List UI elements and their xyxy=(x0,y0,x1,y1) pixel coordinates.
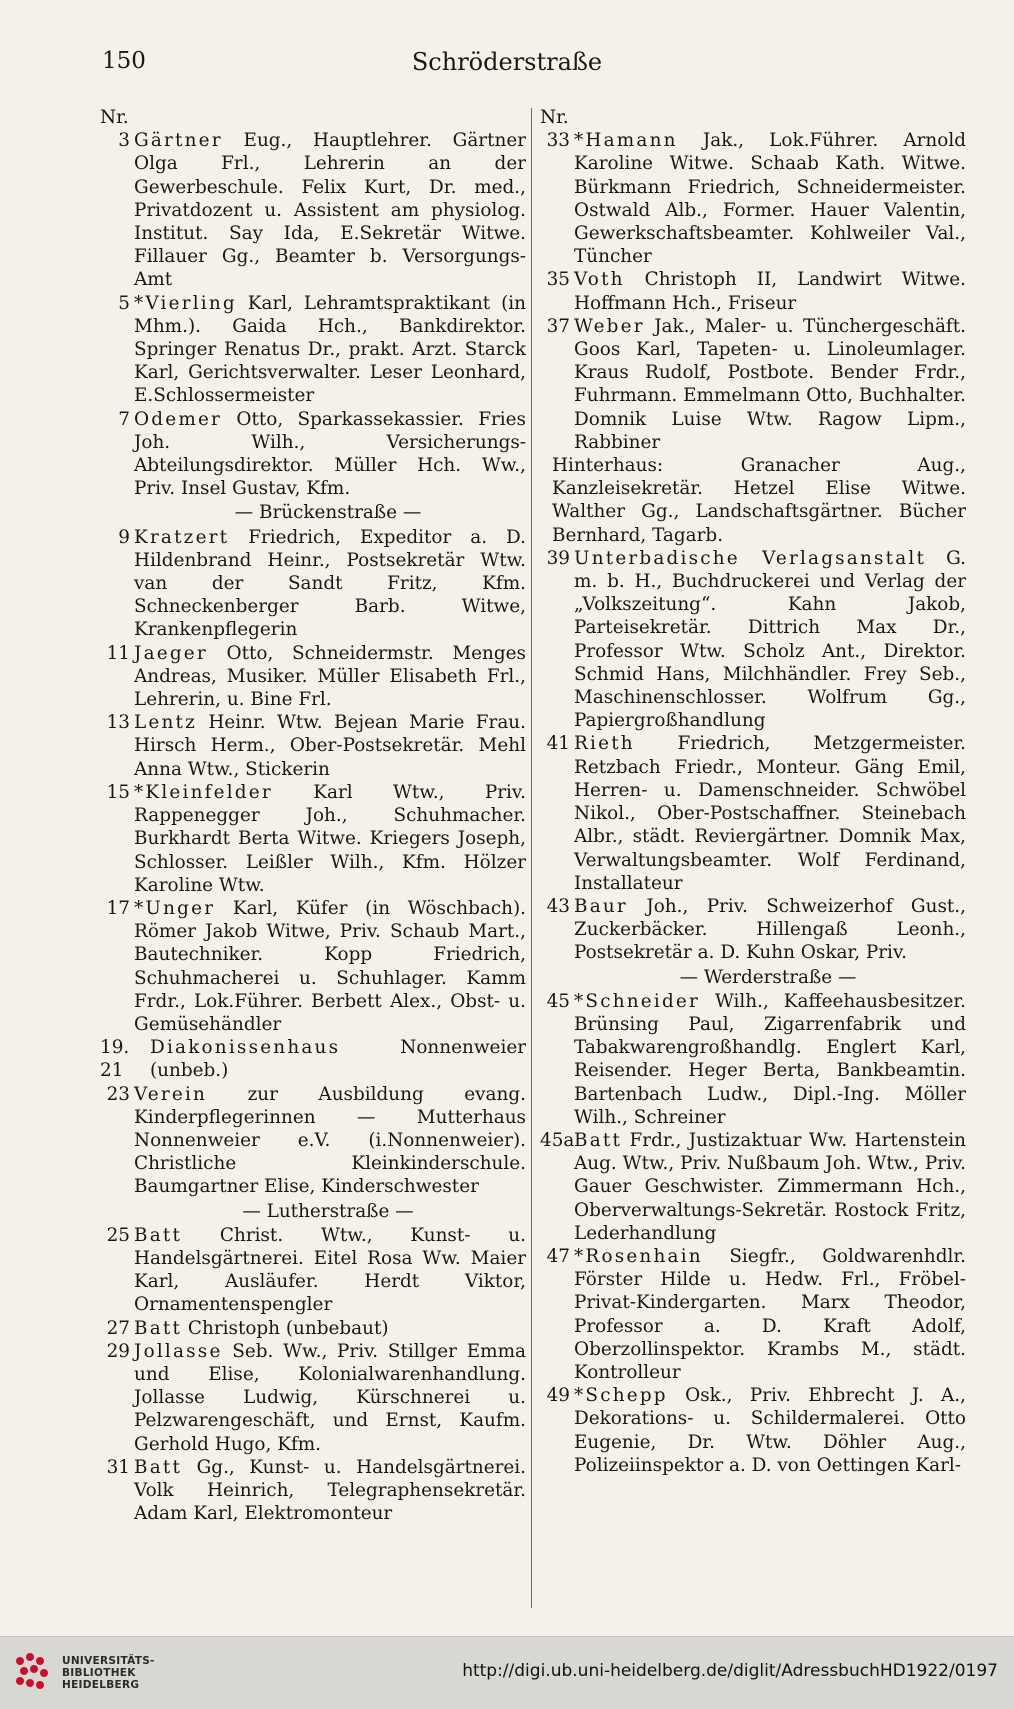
entry-lead-name: *Hamann xyxy=(574,130,678,152)
library-name-line: BIBLIOTHEK xyxy=(62,1667,136,1679)
house-number: 47 xyxy=(546,1245,570,1267)
house-number: 29 xyxy=(106,1340,130,1362)
entry-lead-name: *Rosenhain xyxy=(574,1245,703,1267)
entry-lead-name: Batt xyxy=(134,1317,183,1339)
house-entry xyxy=(540,990,966,1129)
house-number: 39 xyxy=(546,547,570,569)
house-number: 45a xyxy=(540,1129,575,1151)
house-number: 49 xyxy=(546,1385,570,1407)
house-number: 7 xyxy=(118,408,130,430)
house-number: 37 xyxy=(546,315,570,337)
entry-lead-name: Baur xyxy=(574,895,628,917)
entry-text: Karl Wtw., Priv. Rappenegger Joh., Schuhmacher. Burkhardt Berta Witwe. Kriegers Joseph, Schlosser. Leißler Wilh., Kfm. Hölzer Karoline Wtw. xyxy=(134,781,526,896)
entry-lead-name: Batt xyxy=(574,1129,623,1151)
house-entry xyxy=(540,1129,966,1245)
house-number: 43 xyxy=(546,895,570,917)
entry-lead-name: Voth xyxy=(574,269,625,291)
house-number: 15 xyxy=(106,781,130,803)
entry-lead-name: Diakonissenhaus xyxy=(150,1037,341,1059)
entry-text: Gg., Kunst- u. Handelsgärtnerei. Volk Heinrich, Telegraphensekretär. Adam Karl, Elektromonteur xyxy=(134,1456,526,1525)
right-column-blocks xyxy=(540,129,966,1477)
house-entry xyxy=(100,1317,526,1340)
house-entry xyxy=(100,711,526,781)
house-entry xyxy=(100,292,526,408)
entry-lead-name: Jollasse xyxy=(134,1340,223,1362)
page-number: 150 xyxy=(102,48,146,74)
house-number: 41 xyxy=(546,733,570,755)
house-entry xyxy=(540,1245,966,1384)
house-number: 35 xyxy=(546,269,570,291)
house-entry xyxy=(540,268,966,314)
permalink-url[interactable]: http://digi.ub.uni-heidelberg.de/diglit/AdressbuchHD1922/0197 xyxy=(462,1661,998,1681)
house-number: 45 xyxy=(546,990,570,1012)
entry-text: Karl, Küfer (in Wöschbach). Römer Jakob Witwe, Priv. Schaub Mart., Bautechniker. Kopp Friedrich, Schuhmacherei u. Schuhlager. Kamm Frdr., Lok.Führer. Berbett Alex., Obst- u. Gemüsehändler xyxy=(134,897,526,1035)
cross-street-heading: — Lutherstraße — xyxy=(242,1200,414,1222)
house-number: 5 xyxy=(118,292,130,314)
library-name-line: UNIVERSITÄTS- xyxy=(62,1655,155,1667)
left-column-blocks xyxy=(100,129,526,1525)
column-divider xyxy=(531,108,532,1608)
house-number: 9 xyxy=(118,526,130,548)
entry-text: Friedrich, Metzgermeister. Retzbach Friedr., Monteur. Gäng Emil, Herren- u. Damenschneider. Schwöbel Nikol., Ober-Postschaffner. Steinebach Albr., städt. Reviergärtner. Domnik Max, Verwaltungsbeamter. Wolf Ferdinand, Installateur xyxy=(574,733,966,894)
entry-text: Joh., Priv. Schweizerhof Gust., Zuckerbäcker. Hillengaß Leonh., Postsekretär a. D. Kuhn Oskar, Priv. xyxy=(574,895,966,964)
house-entry xyxy=(100,1224,526,1317)
house-number: 33 xyxy=(546,130,570,152)
house-number: 17 xyxy=(106,897,130,919)
entry-text: Osk., Priv. Ehbrecht J. A., Dekorations- u. Schildermalerei. Otto Eugenie, Dr. Wtw. Döhler Aug., Polizeiinspektor a. D. von Oettingen Karl- xyxy=(574,1385,966,1476)
house-entry xyxy=(100,642,526,712)
entry-text: Otto, Sparkassekassier. Fries Joh. Wilh., Versicherungs-Abteilungsdirektor. Müller Hch. Ww., Priv. Insel Gustav, Kfm. xyxy=(134,408,526,500)
entry-lead-name: Jaeger xyxy=(134,642,208,664)
house-number: 11 xyxy=(106,642,130,664)
house-entry xyxy=(100,1340,526,1456)
library-name-line: HEIDELBERG xyxy=(62,1679,140,1691)
entry-text: Seb. Ww., Priv. Stillger Emma und Elise, Kolonialwarenhandlung. Jollasse Ludwig, Kürschnerei u. Pelzwarengeschäft, und Ernst, Kaufm. Gerhold Hugo, Kfm. xyxy=(134,1340,526,1455)
entry-lead-name: Batt xyxy=(134,1224,183,1246)
house-number: 27 xyxy=(106,1317,130,1339)
entry-text: Jak., Lok.Führer. Arnold Karoline Witwe. Schaab Kath. Witwe. Bürkmann Friedrich, Schneidermeister. Ostwald Alb., Former. Hauer Valentin, Gewerkschaftsbeamter. Kohlweiler Val., Tüncher xyxy=(574,130,966,268)
cross-street-heading: — Brückenstraße — xyxy=(234,502,422,524)
entry-lead-name: Lentz xyxy=(134,712,198,734)
house-number: 13 xyxy=(106,712,130,734)
entry-text: Christ. Wtw., Kunst- u. Handelsgärtnerei. Eitel Rosa Ww. Maier Karl, Ausläufer. Herdt Viktor, Ornamentenspengler xyxy=(134,1224,526,1316)
entry-text: Christoph II, Landwirt Witwe. Hoffmann Hch., Friseur xyxy=(574,269,966,314)
house-entry xyxy=(100,1456,526,1526)
entry-text: Nonnenweier (unbeb.) xyxy=(150,1037,526,1082)
house-entry xyxy=(100,129,526,291)
entry-text: Jak., Maler- u. Tünchergeschäft. Goos Karl, Tapeten- u. Linoleumlager. Kraus Rudolf, Postbote. Bender Frdr., Fuhrmann. Emmelmann Otto, Buchhalter. Domnik Luise Wtw. Ragow Lipm., Rabbiner xyxy=(574,315,966,453)
entry-text: Otto, Schneidermstr. Menges Andreas, Musiker. Müller Elisabeth Frl., Lehrerin, u. Bine Frl. xyxy=(134,642,526,711)
house-number: 3 xyxy=(118,130,130,152)
house-entry xyxy=(540,1384,966,1477)
rear-building-entry: Hinterhaus: Granacher Aug., Kanzleisekretär. Hetzel Elise Witwe. Walther Gg., Landschaftsgärtner. Bücher Bernhard, Tagarb. xyxy=(552,455,966,546)
house-entry xyxy=(100,897,526,1036)
entry-text: Wilh., Kaffeehausbesitzer. Brünsing Paul, Zigarrenfabrik und Tabakwarengroßhandlg. Englert Karl, Reisender. Heger Berta, Bankbeamtin. Bartenbach Ludw., Dipl.-Ing. Möller Wilh., Schreiner xyxy=(574,990,966,1128)
house-entry xyxy=(100,781,526,897)
entry-text: Frdr., Justizaktuar Ww. Hartenstein Aug. Wtw., Priv. Nußbaum Joh. Wtw., Priv. Gauer Geschwister. Zimmermann Hch., Oberverwaltungs-Sekretär. Rostock Fritz, Lederhandlung xyxy=(574,1129,966,1244)
house-entry xyxy=(100,408,526,501)
entry-lead-name: *Schepp xyxy=(574,1385,668,1407)
entry-text: Karl, Lehramtspraktikant (in Mhm.). Gaida Hch., Bankdirektor. Springer Renatus Dr., prakt. Arzt. Starck Karl, Gerichtsverwalter. Leser Leonhard, E.Schlossermeister xyxy=(134,292,526,407)
house-entry xyxy=(540,547,966,733)
house-entry xyxy=(100,1083,526,1199)
digitization-footer xyxy=(0,1636,1014,1709)
entry-lead-name: Unterbadische Verlagsanstalt xyxy=(574,547,927,569)
house-entry xyxy=(100,526,526,642)
right-column xyxy=(540,106,966,1616)
library-name xyxy=(62,1655,155,1691)
entry-lead-name: Verein xyxy=(134,1083,208,1105)
entry-text: Siegfr., Goldwarenhdlr. Förster Hilde u. Hedw. Frl., Fröbel-Privat-Kindergarten. Marx Theodor, Professor a. D. Kraft Adolf, Oberzollinspektor. Krambs M., städt. Kontrolleur xyxy=(574,1245,966,1383)
house-entry xyxy=(100,1036,526,1082)
house-number: 23 xyxy=(106,1083,130,1105)
house-entry xyxy=(540,129,966,268)
nr-label: Nr. xyxy=(540,107,569,128)
entry-lead-name: *Kleinfelder xyxy=(134,781,273,803)
cross-street-heading: — Werderstraße — xyxy=(679,966,857,988)
entry-text: Eug., Hauptlehrer. Gärtner Olga Frl., Lehrerin an der Gewerbeschule. Felix Kurt, Dr. med., Privatdozent u. Assistent am physiolog. Institut. Say Ida, E.Sekretär Witwe. Fillauer Gg., Beamter b. Versorgungs-Amt xyxy=(134,130,526,291)
left-column xyxy=(100,106,526,1616)
entry-text: Friedrich, Expeditor a. D. Hildenbrand Heinr., Postsekretär Wtw. van der Sandt Fritz, Kfm. Schneckenberger Barb. Witwe, Krankenpflegerin xyxy=(134,526,526,641)
entry-lead-name: *Vierling xyxy=(134,292,237,314)
house-entry xyxy=(540,732,966,894)
running-head-street-title: Schröderstraße xyxy=(411,48,603,76)
entry-text: zur Ausbildung evang. Kinderpflegerinnen — Mutterhaus Nonnenweier e.V. (i.Nonnenweier). Christliche Kleinkinderschule. Baumgartner Elise, Kinderschwester xyxy=(134,1083,526,1198)
entry-text: Christoph (unbebaut) xyxy=(187,1317,389,1339)
house-number: 31 xyxy=(106,1456,130,1478)
entry-lead-name: Gärtner xyxy=(134,130,223,152)
house-number: 25 xyxy=(106,1224,130,1246)
house-entry xyxy=(540,315,966,454)
entry-text: G. m. b. H., Buchdruckerei und Verlag der „Volkszeitung“. Kahn Jakob, Parteisekretär. Dittrich Max Dr., Professor Wtw. Scholz Ant., Direktor. Schmid Hans, Milchhändler. Frey Seb., Maschinenschlosser. Wolfrum Gg., Papiergroßhandlung xyxy=(574,547,966,732)
entry-lead-name: *Unger xyxy=(134,897,216,919)
entry-lead-name: Odemer xyxy=(134,408,223,430)
house-entry xyxy=(540,895,966,965)
entry-text: Heinr. Wtw. Bejean Marie Frau. Hirsch Herm., Ober-Postsekretär. Mehl Anna Wtw., Stickerin xyxy=(134,712,526,780)
university-library-logo-icon xyxy=(12,1651,64,1695)
entry-lead-name: Weber xyxy=(574,315,645,337)
house-number: 19. 21 xyxy=(100,1037,130,1082)
entry-lead-name: Rieth xyxy=(574,733,635,755)
entry-lead-name: Batt xyxy=(134,1456,183,1478)
entry-lead-name: *Schneider xyxy=(574,990,700,1012)
nr-label: Nr. xyxy=(100,107,129,128)
entry-lead-name: Kratzert xyxy=(134,526,230,548)
